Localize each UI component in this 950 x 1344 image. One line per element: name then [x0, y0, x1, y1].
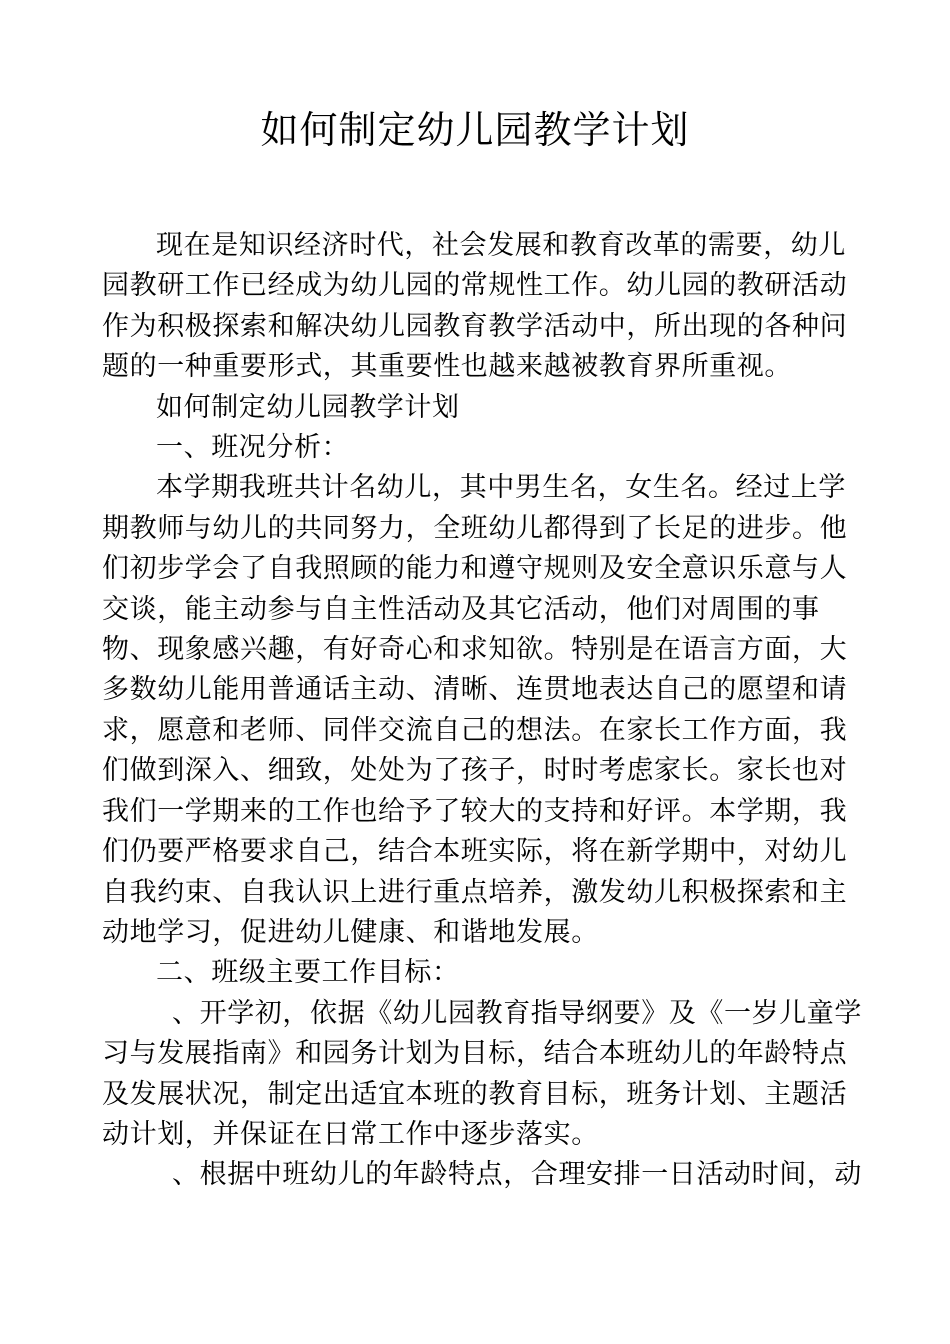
intro-paragraph: 现在是知识经济时代，社会发展和教育改革的需要，幼儿园教研工作已经成为幼儿园的常规性工作。幼儿园的教研活动作为积极探索和解决幼儿园教育教学活动中，所出现的各种问题的一种重要形式，其重要性也越来越被教育界所重视。	[102, 230, 848, 383]
document-body	[102, 226, 872, 1196]
subtitle-paragraph: 如何制定幼儿园教学计划	[156, 391, 460, 423]
section-heading-class-analysis: 一、班况分析：	[156, 432, 350, 464]
goal-item-paragraph: 、根据中班幼儿的年龄特点，合理安排一日活动时间，动	[172, 1159, 862, 1191]
goal-item-paragraph: 、开学初，依据《幼儿园教育指导纲要》及《一岁儿童学习与发展指南》和园务计划为目标，结合本班幼儿的年龄特点及发展状况，制定出适宜本班的教育目标，班务计划、主题活动计划，并保证在日常工作中逐步落实。	[102, 997, 862, 1150]
document-title: 如何制定幼儿园教学计划	[260, 108, 690, 152]
section-heading-work-goals: 二、班级主要工作目标：	[156, 957, 460, 989]
class-analysis-paragraph: 本学期我班共计名幼儿，其中男生名，女生名。经过上学期教师与幼儿的共同努力，全班幼儿都得到了长足的进步。他们初步学会了自我照顾的能力和遵守规则及安全意识乐意与人交谈，能主动参与自主性活动及其它活动，他们对周围的事物、现象感兴趣，有好奇心和求知欲。特别是在语言方面，大多数幼儿能用普通话主动、清晰、连贯地表达自己的愿望和请求，愿意和老师、同伴交流自己的想法。在家长工作方面，我们做到深入、细致，处处为了孩子，时时考虑家长。家长也对我们一学期来的工作也给予了较大的支持和好评。本学期，我们仍要严格要求自己，结合本班实际，将在新学期中，对幼儿自我约束、自我认识上进行重点培养，激发幼儿积极探索和主动地学习，促进幼儿健康、和谐地发展。	[102, 472, 848, 948]
